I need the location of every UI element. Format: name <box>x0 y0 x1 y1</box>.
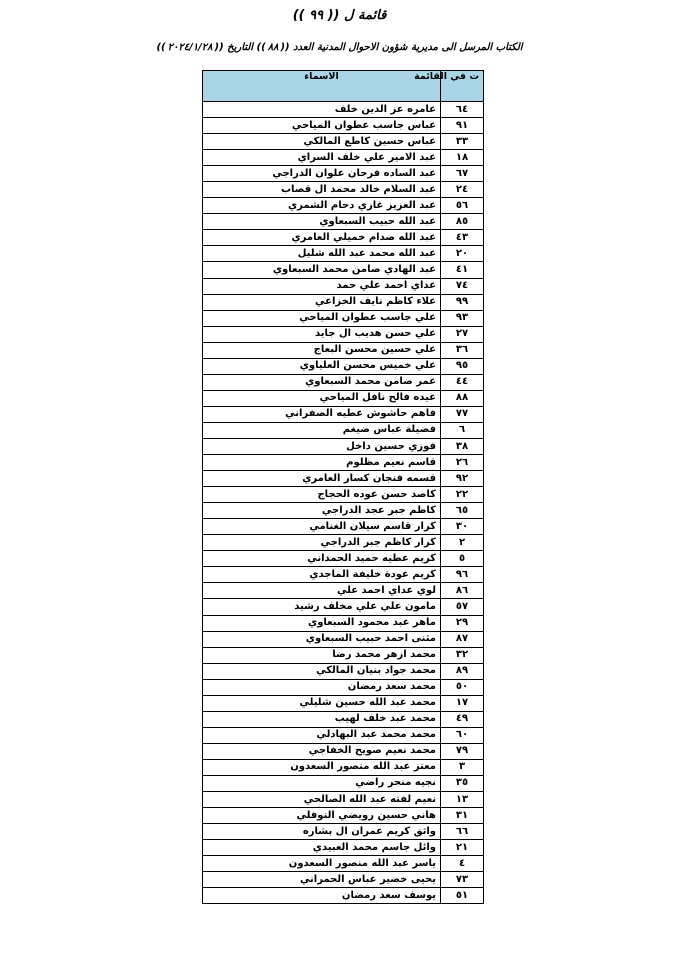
row-name: عداي احمد علي حمد <box>203 278 441 294</box>
row-number: ٣٦ <box>441 342 484 358</box>
date-label: )) التاريخ (( <box>214 42 266 53</box>
row-number: ٣٠ <box>441 519 484 535</box>
row-name: قسمه فنجان كسار العامري <box>203 471 441 487</box>
row-number: ٦٤ <box>441 102 484 118</box>
row-number: ٧٤ <box>441 278 484 294</box>
row-name: علاء كاظم نايف الخزاعي <box>203 294 441 310</box>
table-row <box>203 455 484 471</box>
table-row <box>203 134 484 150</box>
table-row <box>203 519 484 535</box>
table-row <box>203 406 484 422</box>
row-number: ٥ <box>441 551 484 567</box>
row-number: ٤٩ <box>441 711 484 727</box>
row-number: ٨٦ <box>441 583 484 599</box>
row-number: ٦ <box>441 422 484 438</box>
row-name: علي خميس محسن العلياوي <box>203 358 441 374</box>
letter-date: ٢٠٢٤/١/٢٨ <box>167 42 213 53</box>
row-name: عباس حسين كاطع المالكي <box>203 134 441 150</box>
table-row <box>203 535 484 551</box>
row-number: ٣٢ <box>441 647 484 663</box>
row-name: عباس جاسب عطوان المياحي <box>203 118 441 134</box>
row-name: كاظم جبر عجد الدراجي <box>203 503 441 519</box>
row-number: ٢٦ <box>441 455 484 471</box>
row-name: قاسم نعيم مظلوم <box>203 455 441 471</box>
row-number: ٩٣ <box>441 310 484 326</box>
row-number: ٨٧ <box>441 631 484 647</box>
table-row <box>203 679 484 695</box>
row-number: ٦٧ <box>441 166 484 182</box>
table-row <box>203 824 484 840</box>
table-row <box>203 166 484 182</box>
row-number: ٢٠ <box>441 246 484 262</box>
row-name: كريم عودة خليفة الماجدي <box>203 567 441 583</box>
table-row <box>203 743 484 759</box>
table-row <box>203 471 484 487</box>
row-name: عبد الساده فرحان علوان الدراجي <box>203 166 441 182</box>
row-name: كاصد حسن عوده الحجاج <box>203 487 441 503</box>
table-row <box>203 695 484 711</box>
row-name: وائل جاسم محمد العبيدي <box>203 840 441 856</box>
row-number: ٢٤ <box>441 182 484 198</box>
row-number: ٧٩ <box>441 743 484 759</box>
row-name: محمد سعد رمضان <box>203 679 441 695</box>
row-name: محمد ازهر محمد رضا <box>203 647 441 663</box>
row-number: ٤ <box>441 856 484 872</box>
row-name: محمد نعيم صويح الخفاجي <box>203 743 441 759</box>
table-row <box>203 294 484 310</box>
row-number: ١٧ <box>441 695 484 711</box>
row-name: لوي عداي احمد علي <box>203 583 441 599</box>
row-number: ٦٦ <box>441 824 484 840</box>
table-row <box>203 150 484 166</box>
row-name: مامون علي علي مخلف رشيد <box>203 599 441 615</box>
table-row <box>203 230 484 246</box>
row-name: نجيه منحر راضي <box>203 775 441 791</box>
row-name: فوزي حسين داخل <box>203 438 441 454</box>
row-number: ٨٨ <box>441 390 484 406</box>
letter-subtitle <box>0 42 679 53</box>
table-row <box>203 326 484 342</box>
table-row <box>203 551 484 567</box>
row-name: فضيلة عباس ضيغم <box>203 422 441 438</box>
table-row <box>203 278 484 294</box>
row-name: عبد الامير علي خلف السراي <box>203 150 441 166</box>
row-name: غيده فالح نافل المياحي <box>203 390 441 406</box>
names-table <box>202 70 484 904</box>
table-row <box>203 647 484 663</box>
row-name: علي حسن هديب ال جايد <box>203 326 441 342</box>
row-number: ٣٨ <box>441 438 484 454</box>
row-name: عبد الهادي ضامن محمد السبعاوي <box>203 262 441 278</box>
row-name: عبد الله محمد عبد الله شليل <box>203 246 441 262</box>
subtitle-text: الكتاب المرسل الى مديرية شؤون الاحوال المدنية العدد (( <box>280 42 523 53</box>
list-title: قائمة ل (( ٩٩ )) <box>292 8 387 23</box>
table-row <box>203 808 484 824</box>
row-number: ٩٩ <box>441 294 484 310</box>
row-number: ٥١ <box>441 888 484 904</box>
row-name: محمد جواد بنيان المالكي <box>203 663 441 679</box>
row-name: فاهم حاشوش عطيه الصفراني <box>203 406 441 422</box>
row-number: ٥٠ <box>441 679 484 695</box>
row-name: مثنى احمد حبيب السبعاوي <box>203 631 441 647</box>
row-number: ٢٧ <box>441 326 484 342</box>
row-name: يحيى خضير عباس الحمراني <box>203 872 441 888</box>
row-name: واثق كريم عمران ال بشاره <box>203 824 441 840</box>
row-number: ٤١ <box>441 262 484 278</box>
row-name: علي حسين محسن البعاج <box>203 342 441 358</box>
table-row <box>203 390 484 406</box>
row-number: ٩٦ <box>441 567 484 583</box>
row-name: علي جاسب عطوان المياحي <box>203 310 441 326</box>
row-number: ٣١ <box>441 808 484 824</box>
row-name: يوسف سعد رمضان <box>203 888 441 904</box>
row-number: ١٣ <box>441 792 484 808</box>
row-number: ٨٥ <box>441 214 484 230</box>
table-body <box>203 102 484 904</box>
row-number: ٧٧ <box>441 406 484 422</box>
row-name: عبد الله حبيب السبعاوي <box>203 214 441 230</box>
table-row <box>203 503 484 519</box>
table-header-row <box>203 71 484 102</box>
row-name: ياسر عبد الله منصور السعدون <box>203 856 441 872</box>
column-header-number: ت في القائمة <box>441 71 484 102</box>
table-row <box>203 663 484 679</box>
table-row <box>203 342 484 358</box>
table-row <box>203 615 484 631</box>
row-number: ٣ <box>441 759 484 775</box>
table-row <box>203 599 484 615</box>
table-row <box>203 567 484 583</box>
table-row <box>203 711 484 727</box>
table-row <box>203 840 484 856</box>
table-row <box>203 118 484 134</box>
table-row <box>203 262 484 278</box>
row-name: نعيم لفته عبد الله الصالحي <box>203 792 441 808</box>
table-row <box>203 759 484 775</box>
row-name: عبد العزيز غازي دحام الشمري <box>203 198 441 214</box>
letter-number: ٨٨ <box>267 42 279 53</box>
row-number: ٦٥ <box>441 503 484 519</box>
row-name: هاني حسين رويضي النوفلي <box>203 808 441 824</box>
subtitle-close: )) <box>156 42 166 53</box>
row-number: ٤٣ <box>441 230 484 246</box>
row-number: ٦٠ <box>441 727 484 743</box>
table-row <box>203 214 484 230</box>
table-row <box>203 198 484 214</box>
row-name: كرار قاسم سيلان الغنامي <box>203 519 441 535</box>
row-number: ٢٩ <box>441 615 484 631</box>
table-row <box>203 727 484 743</box>
table-row <box>203 374 484 390</box>
table-row <box>203 872 484 888</box>
row-number: ٩٢ <box>441 471 484 487</box>
row-number: ٢١ <box>441 840 484 856</box>
table-row <box>203 487 484 503</box>
table-row <box>203 775 484 791</box>
row-number: ٥٧ <box>441 599 484 615</box>
table-row <box>203 422 484 438</box>
table-row <box>203 583 484 599</box>
table-row <box>203 102 484 118</box>
row-number: ٩١ <box>441 118 484 134</box>
table-row <box>203 631 484 647</box>
row-name: عبد السلام خالد محمد ال قصاب <box>203 182 441 198</box>
table-row <box>203 856 484 872</box>
row-number: ٧٣ <box>441 872 484 888</box>
row-number: ٣٥ <box>441 775 484 791</box>
row-name: محمد عبد الله حسين شليلي <box>203 695 441 711</box>
table-row <box>203 246 484 262</box>
row-name: معتز عبد الله منصور السعدون <box>203 759 441 775</box>
table-row <box>203 438 484 454</box>
table-row <box>203 358 484 374</box>
row-name: محمد محمد عبد البهادلي <box>203 727 441 743</box>
table-row <box>203 310 484 326</box>
row-number: ٨٩ <box>441 663 484 679</box>
row-name: كريم عطيه حميد الحمداني <box>203 551 441 567</box>
row-number: ٣٣ <box>441 134 484 150</box>
row-name: عامره عز الدين خلف <box>203 102 441 118</box>
row-number: ٢ <box>441 535 484 551</box>
row-number: ٢٢ <box>441 487 484 503</box>
row-name: كرار كاظم جبر الدراجي <box>203 535 441 551</box>
row-name: عمر ضامن محمد السبعاوي <box>203 374 441 390</box>
row-name: محمد عبد خلف لهيب <box>203 711 441 727</box>
row-number: ٥٦ <box>441 198 484 214</box>
table-row <box>203 182 484 198</box>
row-number: ٩٥ <box>441 358 484 374</box>
table-row <box>203 792 484 808</box>
column-header-names: الاسماء <box>203 71 441 102</box>
row-number: ٤٤ <box>441 374 484 390</box>
row-name: ماهر عبد محمود السبعاوي <box>203 615 441 631</box>
table-row <box>203 888 484 904</box>
row-name: عبد الله صدام خميلي العامري <box>203 230 441 246</box>
row-number: ١٨ <box>441 150 484 166</box>
